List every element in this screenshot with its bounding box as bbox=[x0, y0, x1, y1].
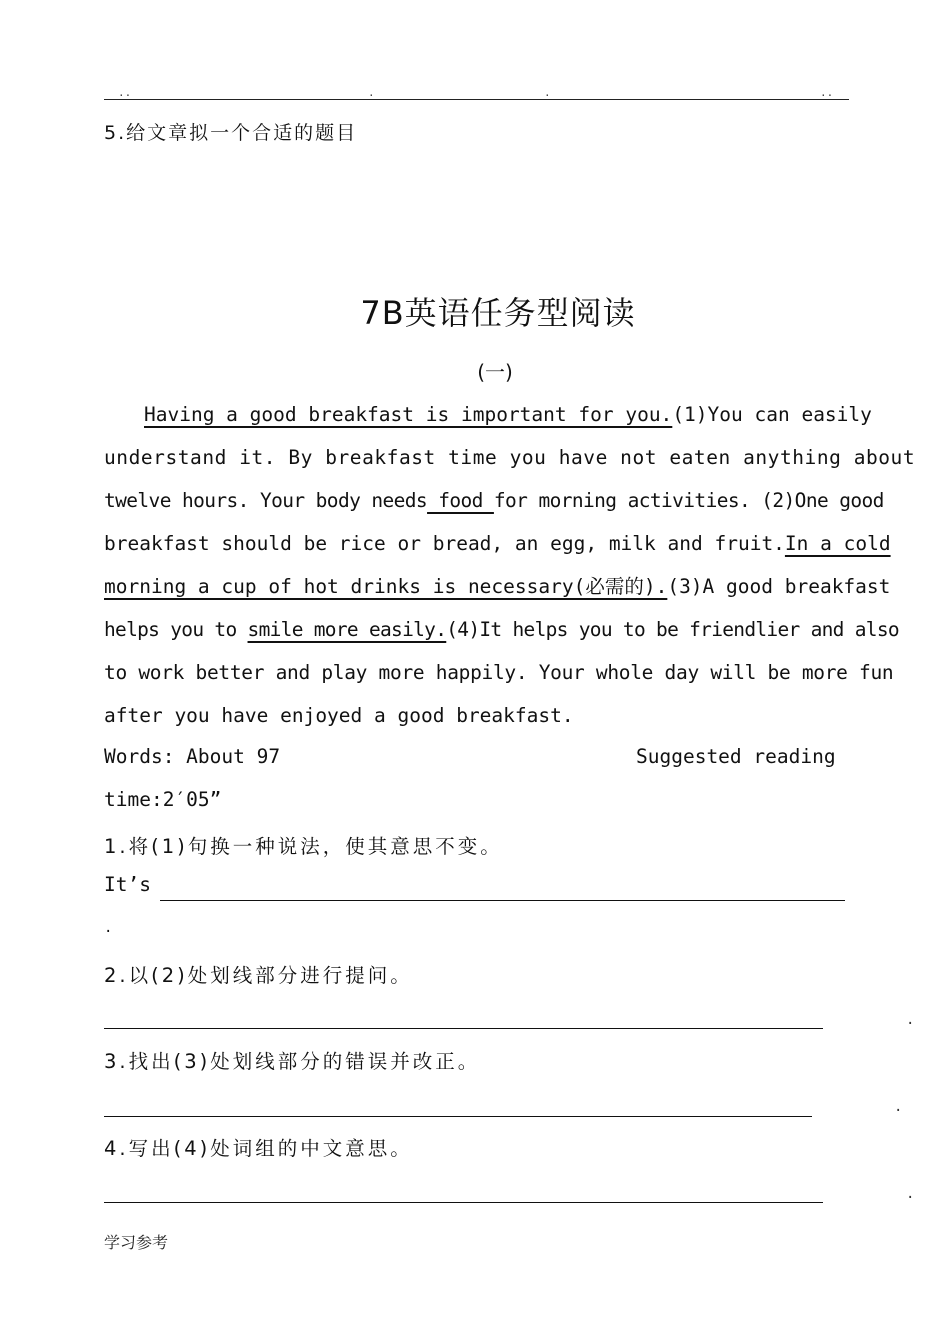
header-dot: .. bbox=[118, 86, 132, 99]
footer-label: 学习参考 bbox=[104, 1233, 169, 1252]
passage-line-3 bbox=[104, 486, 884, 516]
question-5: 5.给文章拟一个合适的题目 bbox=[104, 122, 358, 144]
margin-dot: . bbox=[906, 1012, 915, 1028]
margin-dot: . bbox=[906, 1186, 915, 1202]
underlined-sentence: In a cold bbox=[784, 532, 891, 555]
answer-line-4[interactable] bbox=[104, 1202, 823, 1203]
question-2: 2.以(2)处划线部分进行提问。 bbox=[104, 964, 413, 987]
page-title: 7B英语任务型阅读 bbox=[360, 294, 636, 332]
passage-text: (1)You can easily bbox=[672, 403, 872, 426]
passage-text: (4)It helps you to be friendlier and also bbox=[446, 618, 899, 641]
passage-text: for morning activities. (2)One good bbox=[493, 489, 884, 512]
margin-dot: . bbox=[894, 1099, 903, 1115]
underlined-word: food bbox=[427, 489, 494, 512]
passage-line-6 bbox=[104, 615, 899, 645]
passage-line-8: after you have enjoyed a good breakfast. bbox=[104, 704, 574, 727]
underlined-phrase: smile more easily. bbox=[247, 618, 447, 641]
question-3: 3.找出(3)处划线部分的错误并改正。 bbox=[104, 1050, 481, 1073]
underlined-sentence: Having a good breakfast is important for you. bbox=[144, 403, 673, 426]
question-4: 4.写出(4)处词组的中文意思。 bbox=[104, 1137, 413, 1160]
header-dot: .. bbox=[820, 86, 834, 99]
passage-line-1 bbox=[144, 400, 872, 430]
passage-line-7: to work better and play more happily. Your whole day will be more fun bbox=[104, 661, 894, 684]
answer-end-period: . bbox=[104, 920, 113, 936]
passage-text: breakfast should be rice or bread, an egg, milk and fruit. bbox=[104, 532, 785, 555]
passage-text: (3)A good breakfast bbox=[667, 575, 891, 598]
answer-prefix: It’s bbox=[104, 873, 151, 896]
answer-line-2[interactable] bbox=[104, 1028, 823, 1029]
passage-line-2: understand it. By breakfast time you have not eaten anything about bbox=[104, 446, 916, 469]
suggested-reading: Suggested reading bbox=[636, 745, 836, 768]
header-dot: . bbox=[368, 86, 375, 99]
header-rule bbox=[104, 99, 849, 100]
answer-line-1[interactable] bbox=[160, 900, 845, 901]
section-number: (一) bbox=[477, 360, 513, 384]
passage-text: twelve hours. Your body needs bbox=[104, 489, 428, 512]
header-dots bbox=[104, 86, 849, 100]
question-1: 1.将(1)句换一种说法，使其意思不变。 bbox=[104, 835, 503, 858]
passage-line-5 bbox=[104, 572, 891, 602]
underlined-sentence: morning a cup of hot drinks is necessary(必需的). bbox=[104, 575, 668, 598]
word-count: Words: About 97 bbox=[104, 745, 281, 768]
answer-line-3[interactable] bbox=[104, 1116, 812, 1117]
passage-line-4 bbox=[104, 529, 891, 559]
header-dot: . bbox=[544, 86, 551, 99]
reading-time: time:2′05” bbox=[104, 788, 222, 811]
passage-text: helps you to bbox=[104, 618, 248, 641]
